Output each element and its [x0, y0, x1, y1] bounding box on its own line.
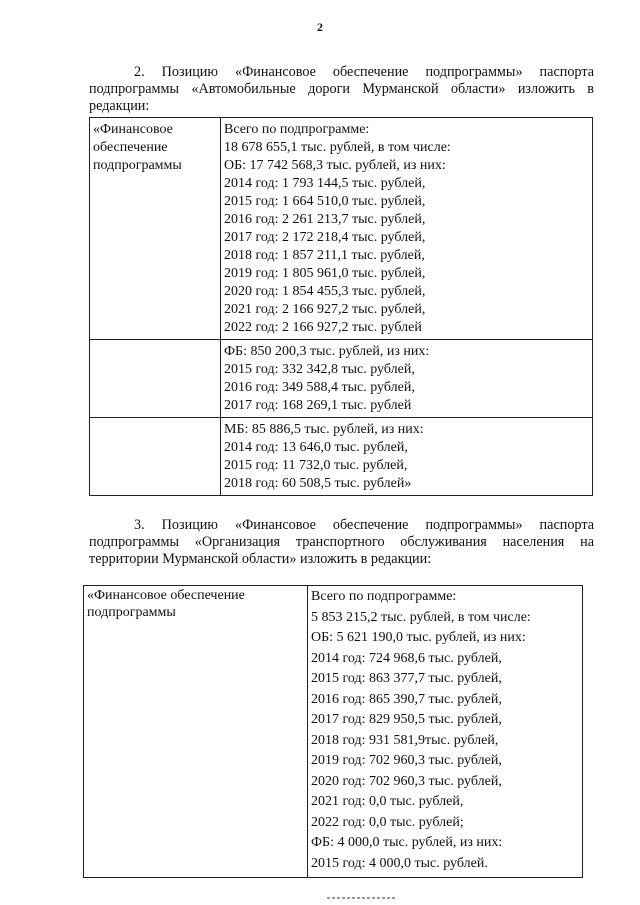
value-line: 2021 год: 2 166 927,2 тыс. рублей, [224, 302, 426, 317]
value-line: 2014 год: 13 646,0 тыс. рублей, [224, 440, 408, 455]
value-line: ОБ: 17 742 568,3 тыс. рублей, из них: [224, 158, 446, 173]
regional-budget-cell [221, 118, 593, 340]
value-line: Всего по подпрограмме: [224, 122, 370, 137]
page-number: 2 [317, 20, 323, 34]
paragraph-line: 3. Позицию «Финансовое обеспечение подпрограммы» паспорта [134, 517, 594, 533]
financing-table-roads [89, 117, 593, 496]
value-line: 2018 год: 931 581,9тыс. рублей, [311, 732, 499, 748]
empty-label-cell [90, 418, 221, 496]
value-line: 2016 год: 2 261 213,7 тыс. рублей, [224, 212, 426, 227]
value-line: 2021 год: 0,0 тыс. рублей, [311, 794, 464, 809]
value-line: 2020 год: 1 854 455,3 тыс. рублей, [224, 284, 426, 299]
federal-budget-cell [221, 340, 593, 418]
label-line: «Финансовое обеспечение [87, 588, 245, 603]
label-line: обеспечение [93, 140, 168, 155]
paragraph-line: 2. Позицию «Финансовое обеспечение подпрограммы» паспорта [134, 64, 594, 80]
financing-table-transport [83, 585, 583, 878]
section-3-paragraph [89, 517, 594, 568]
label-cell [84, 586, 308, 878]
value-line: Всего по подпрограмме: [311, 589, 457, 604]
value-line: 2022 год: 0,0 тыс. рублей; [311, 814, 464, 830]
value-line: 2016 год: 865 390,7 тыс. рублей, [311, 691, 502, 707]
empty-label-cell [90, 340, 221, 418]
label-cell [90, 118, 221, 340]
value-line: 2015 год: 863 377,7 тыс. рублей, [311, 671, 502, 686]
value-line: 2015 год: 1 664 510,0 тыс. рублей, [224, 194, 426, 209]
value-line: 2015 год: 4 000,0 тыс. рублей. [311, 855, 488, 871]
value-line: 2019 год: 1 805 961,0 тыс. рублей, [224, 266, 426, 281]
value-line: 2022 год: 2 166 927,2 тыс. рублей [224, 320, 422, 335]
scan-artifact-line [327, 897, 397, 899]
label-line: подпрограммы [87, 605, 176, 620]
value-line: 2014 год: 724 968,6 тыс. рублей, [311, 650, 502, 666]
paragraph-line: территории Мурманской области» изложить в редакции: [89, 551, 432, 567]
paragraph-line: редакции: [89, 98, 150, 114]
values-cell [308, 586, 583, 878]
value-line: 2019 год: 702 960,3 тыс. рублей, [311, 753, 502, 768]
value-line: ОБ: 5 621 190,0 тыс. рублей, из них: [311, 630, 526, 645]
value-line: 2018 год: 60 508,5 тыс. рублей» [224, 476, 412, 491]
value-line: 2014 год: 1 793 144,5 тыс. рублей, [224, 176, 426, 191]
value-line: 2015 год: 332 342,8 тыс. рублей, [224, 362, 415, 377]
value-line: МБ: 85 886,5 тыс. рублей, из них: [224, 422, 424, 437]
value-line: ФБ: 850 200,3 тыс. рублей, из них: [224, 344, 430, 359]
paragraph-line: подпрограммы «Автомобильные дороги Мурманской области» изложить в [89, 81, 594, 97]
label-line: «Финансовое [93, 122, 173, 137]
value-line: 2018 год: 1 857 211,1 тыс. рублей, [224, 248, 425, 263]
value-line: 18 678 655,1 тыс. рублей, в том числе: [224, 140, 451, 155]
value-line: 2016 год: 349 588,4 тыс. рублей, [224, 380, 415, 395]
section-2-paragraph [89, 64, 594, 115]
value-line: 2017 год: 829 950,5 тыс. рублей, [311, 712, 502, 727]
value-line: 2015 год: 11 732,0 тыс. рублей, [224, 458, 408, 473]
value-line: 2017 год: 2 172 218,4 тыс. рублей, [224, 230, 426, 245]
municipal-budget-cell [221, 418, 593, 496]
value-line: 2020 год: 702 960,3 тыс. рублей, [311, 773, 502, 789]
value-line: 2017 год: 168 269,1 тыс. рублей [224, 398, 412, 413]
value-line: ФБ: 4 000,0 тыс. рублей, из них: [311, 835, 503, 850]
paragraph-line: подпрограммы «Организация транспортного обслуживания населения на [89, 534, 594, 550]
label-line: подпрограммы [93, 158, 182, 173]
value-line: 5 853 215,2 тыс. рублей, в том числе: [311, 609, 531, 625]
